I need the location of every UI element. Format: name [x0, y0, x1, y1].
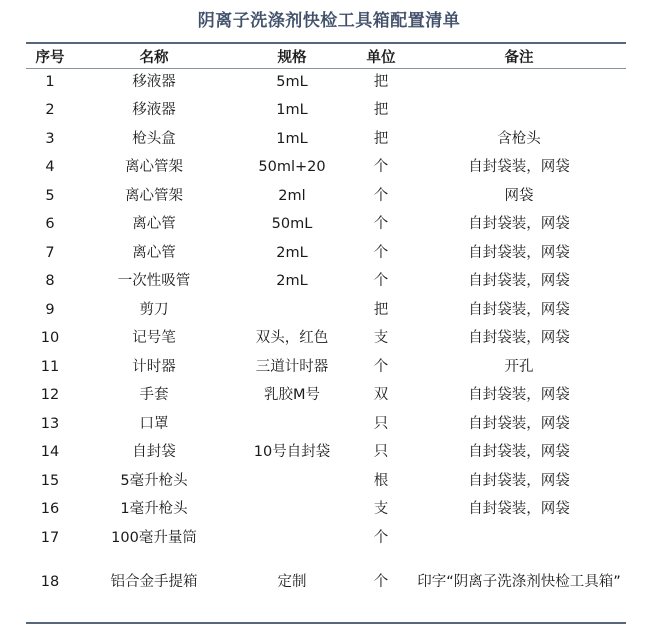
cell-note: 自封袋装，网袋	[468, 330, 570, 347]
cell-name: 铝合金手提箱	[110, 574, 198, 590]
cell-no: 4	[45, 159, 55, 176]
cell-spec: 5mL	[276, 73, 308, 90]
cell-no: 8	[45, 273, 55, 290]
table-row	[26, 154, 626, 183]
cell-note: 网袋	[504, 187, 534, 204]
cell-spec: 1mL	[276, 130, 308, 147]
cell-no: 7	[45, 244, 55, 261]
cell-spec	[234, 496, 350, 525]
cell-spec: 50mL	[271, 216, 313, 233]
cell-name: 离心管	[132, 244, 176, 261]
table-row	[26, 97, 626, 126]
cell-no: 15	[40, 472, 60, 489]
cell-note: 自封袋装，网袋	[468, 244, 570, 261]
cell-name: 离心管架	[125, 187, 183, 204]
cell-no: 5	[45, 187, 55, 204]
table-row	[26, 182, 626, 211]
cell-unit: 双	[373, 387, 389, 404]
table-row	[26, 353, 626, 382]
cell-spec: 50ml+20	[258, 159, 326, 176]
col-header-name: 名称	[139, 49, 169, 66]
cell-no: 17	[40, 529, 60, 546]
cell-name: 口罩	[139, 415, 169, 432]
cell-name: 5毫升枪头	[120, 472, 188, 489]
cell-name: 剪刀	[139, 301, 169, 318]
table-row	[26, 268, 626, 297]
cell-unit: 个	[373, 358, 389, 375]
table-row	[26, 211, 626, 240]
cell-no: 1	[45, 73, 55, 90]
cell-no: 16	[40, 501, 60, 518]
cell-name: 移液器	[132, 73, 176, 90]
cell-spec: 1mL	[276, 102, 308, 119]
cell-unit: 把	[373, 73, 389, 90]
table-row	[26, 410, 626, 439]
cell-spec	[234, 296, 350, 325]
cell-note: 自封袋装，网袋	[468, 444, 570, 461]
cell-no: 10	[40, 330, 60, 347]
cell-spec: 2mL	[276, 273, 308, 290]
cell-unit: 个	[373, 244, 389, 261]
col-header-no: 序号	[35, 49, 65, 66]
cell-spec: 乳胶M号	[263, 387, 320, 404]
cell-no: 18	[40, 574, 60, 590]
cell-no: 11	[40, 358, 60, 375]
cell-note: 自封袋装，网袋	[468, 301, 570, 318]
cell-unit: 个	[373, 529, 389, 546]
table-row	[26, 239, 626, 268]
cell-no: 3	[45, 130, 55, 147]
cell-name: 枪头盒	[132, 130, 176, 147]
table-row	[26, 296, 626, 325]
cell-no: 12	[40, 387, 60, 404]
cell-no: 14	[40, 444, 60, 461]
cell-unit: 个	[373, 574, 389, 590]
cell-unit: 把	[373, 130, 389, 147]
cell-note: 印字“阴离子洗涤剂快检工具箱”	[417, 574, 621, 590]
cell-note	[412, 97, 626, 126]
cell-spec	[234, 524, 350, 553]
cell-unit: 个	[373, 187, 389, 204]
table-row	[26, 467, 626, 496]
table-row	[26, 382, 626, 411]
cell-spec	[234, 410, 350, 439]
cell-unit: 个	[373, 273, 389, 290]
cell-name: 记号笔	[132, 330, 176, 347]
cell-note	[412, 524, 626, 553]
col-header-spec: 规格	[277, 49, 307, 66]
cell-name: 离心管架	[125, 159, 183, 176]
cell-spec: 双头，红色	[255, 330, 329, 347]
cell-note: 自封袋装，网袋	[468, 216, 570, 233]
cell-unit: 根	[373, 472, 389, 489]
page-title: 阴离子洗涤剂快检工具箱配置清单	[197, 11, 461, 31]
equipment-table	[26, 44, 626, 613]
table-row	[26, 439, 626, 468]
cell-note: 自封袋装，网袋	[468, 472, 570, 489]
cell-name: 手套	[139, 387, 169, 404]
table-bottom-rule	[26, 622, 626, 624]
cell-name: 离心管	[132, 216, 176, 233]
cell-note	[412, 68, 626, 97]
cell-no: 9	[45, 301, 55, 318]
cell-unit: 个	[373, 216, 389, 233]
cell-spec: 三道计时器	[255, 358, 329, 375]
cell-unit: 把	[373, 301, 389, 318]
cell-name: 自封袋	[132, 444, 176, 461]
col-header-unit: 单位	[366, 49, 396, 66]
cell-note: 开孔	[504, 358, 534, 375]
cell-name: 1毫升枪头	[120, 501, 188, 518]
cell-no: 6	[45, 216, 55, 233]
cell-spec: 2ml	[278, 187, 306, 204]
cell-name: 一次性吸管	[117, 273, 191, 290]
cell-no: 2	[45, 102, 55, 119]
cell-note: 自封袋装，网袋	[468, 415, 570, 432]
col-header-note: 备注	[504, 49, 534, 66]
cell-note: 自封袋装，网袋	[468, 387, 570, 404]
cell-name: 计时器	[132, 358, 176, 375]
cell-unit: 只	[373, 415, 389, 432]
cell-note: 自封袋装，网袋	[468, 273, 570, 290]
table-row	[26, 68, 626, 97]
cell-note: 自封袋装，网袋	[468, 159, 570, 176]
cell-spec: 定制	[277, 574, 307, 590]
cell-spec: 10号自封袋	[253, 444, 331, 461]
table-header-row	[26, 44, 626, 68]
cell-no: 13	[40, 415, 60, 432]
cell-note: 自封袋装，网袋	[468, 501, 570, 518]
table-row	[26, 553, 626, 613]
table-row	[26, 496, 626, 525]
cell-unit: 支	[373, 330, 389, 347]
cell-spec: 2mL	[276, 244, 308, 261]
cell-unit: 支	[373, 501, 389, 518]
table-row	[26, 325, 626, 354]
cell-unit: 个	[373, 159, 389, 176]
cell-spec	[234, 467, 350, 496]
table-row	[26, 125, 626, 154]
cell-unit: 把	[373, 102, 389, 119]
cell-note: 含枪头	[497, 130, 541, 147]
cell-name: 100毫升量筒	[111, 529, 197, 546]
cell-unit: 只	[373, 444, 389, 461]
cell-name: 移液器	[132, 102, 176, 119]
table-row	[26, 524, 626, 553]
